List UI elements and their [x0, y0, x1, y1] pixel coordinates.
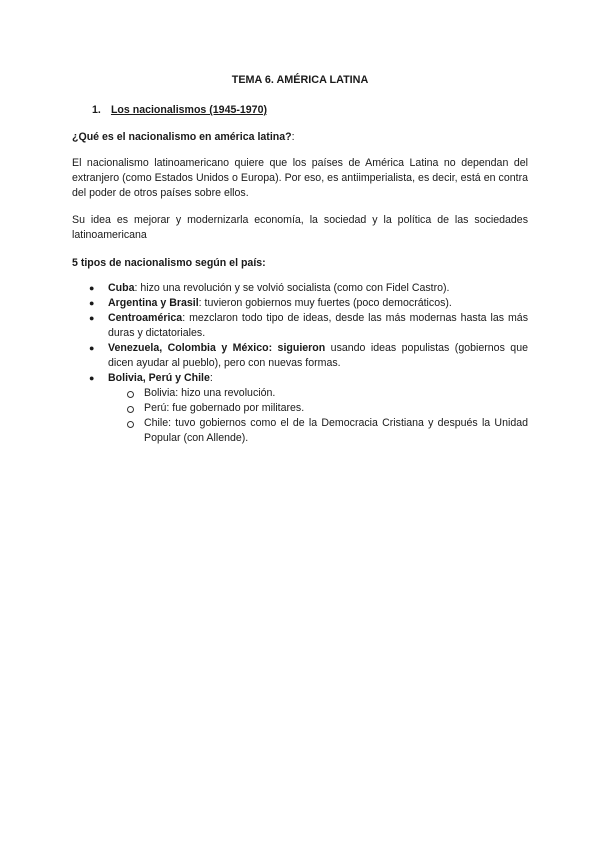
- list-item-text: : mezclaron todo tipo de ideas, desde las más modernas hasta las más duras y dictatoriales.: [108, 312, 528, 339]
- list-item-text: :: [209, 372, 213, 384]
- types-heading: 5 tipos de nacionalismo según el país:: [72, 257, 266, 269]
- list-item: [72, 281, 528, 296]
- circle-bullet-icon: [127, 391, 134, 398]
- circle-bullet-icon: [127, 421, 134, 428]
- section-heading: [92, 103, 267, 118]
- list-item-label: Bolivia, Perú y Chile: [108, 372, 210, 384]
- question-suffix: :: [291, 131, 295, 143]
- sublist-item: [108, 416, 528, 446]
- question-text: ¿Qué es el nacionalismo en américa latina?: [72, 131, 292, 143]
- sublist-item-text: Bolivia: hizo una revolución.: [144, 387, 276, 399]
- bullet-icon: ●: [89, 373, 95, 383]
- bullet-icon: ●: [89, 298, 95, 308]
- sublist-item-text: Perú: fue gobernado por militares.: [144, 402, 305, 414]
- paragraph-idea: Su idea es mejorar y modernizarla economía, la sociedad y la política de las sociedades latinoamericana: [72, 214, 528, 241]
- circle-bullet-icon: [127, 406, 134, 413]
- section-title: Los nacionalismos (1945-1970): [110, 104, 267, 116]
- list-item: [72, 296, 528, 311]
- list-item-label: Cuba: [108, 282, 135, 294]
- list-item-label: Argentina y Brasil: [108, 297, 199, 309]
- list-item: [72, 341, 528, 371]
- page-title: TEMA 6. AMÉRICA LATINA: [231, 74, 369, 86]
- section-number: 1.: [92, 104, 101, 116]
- list-item-text: : hizo una revolución y se volvió socialista (como con Fidel Castro).: [134, 282, 450, 294]
- list-item: [72, 311, 528, 341]
- bullet-icon: ●: [89, 283, 95, 293]
- sublist-item: [108, 386, 528, 401]
- bullet-icon: ●: [89, 313, 95, 323]
- sublist-item: [108, 401, 528, 416]
- nationalism-types-list: [72, 281, 528, 446]
- bullet-icon: ●: [89, 343, 95, 353]
- list-item-text: usando ideas populistas (gobiernos que dicen ayudar al pueblo), pero con nuevas formas.: [108, 342, 528, 369]
- list-item-label: Centroamérica: [108, 312, 183, 324]
- paragraph-definition: El nacionalismo latinoamericano quiere que los países de América Latina no dependan del extranjero (como Estados Unidos o Europa). Por eso, es antiimperialista, es decir, está en contra del poder de otros países sobre ellos.: [72, 157, 528, 199]
- sublist-item-text: Chile: tuvo gobiernos como el de la Democracia Cristiana y después la Unidad Popular (con Allende).: [144, 417, 528, 444]
- document-page: [72, 0, 528, 848]
- question-heading: [72, 130, 295, 145]
- list-item-text: : tuvieron gobiernos muy fuertes (poco democráticos).: [198, 297, 452, 309]
- list-item-label: Venezuela, Colombia y México: siguieron: [108, 342, 326, 354]
- country-sublist: [108, 386, 528, 446]
- list-item: [72, 371, 528, 446]
